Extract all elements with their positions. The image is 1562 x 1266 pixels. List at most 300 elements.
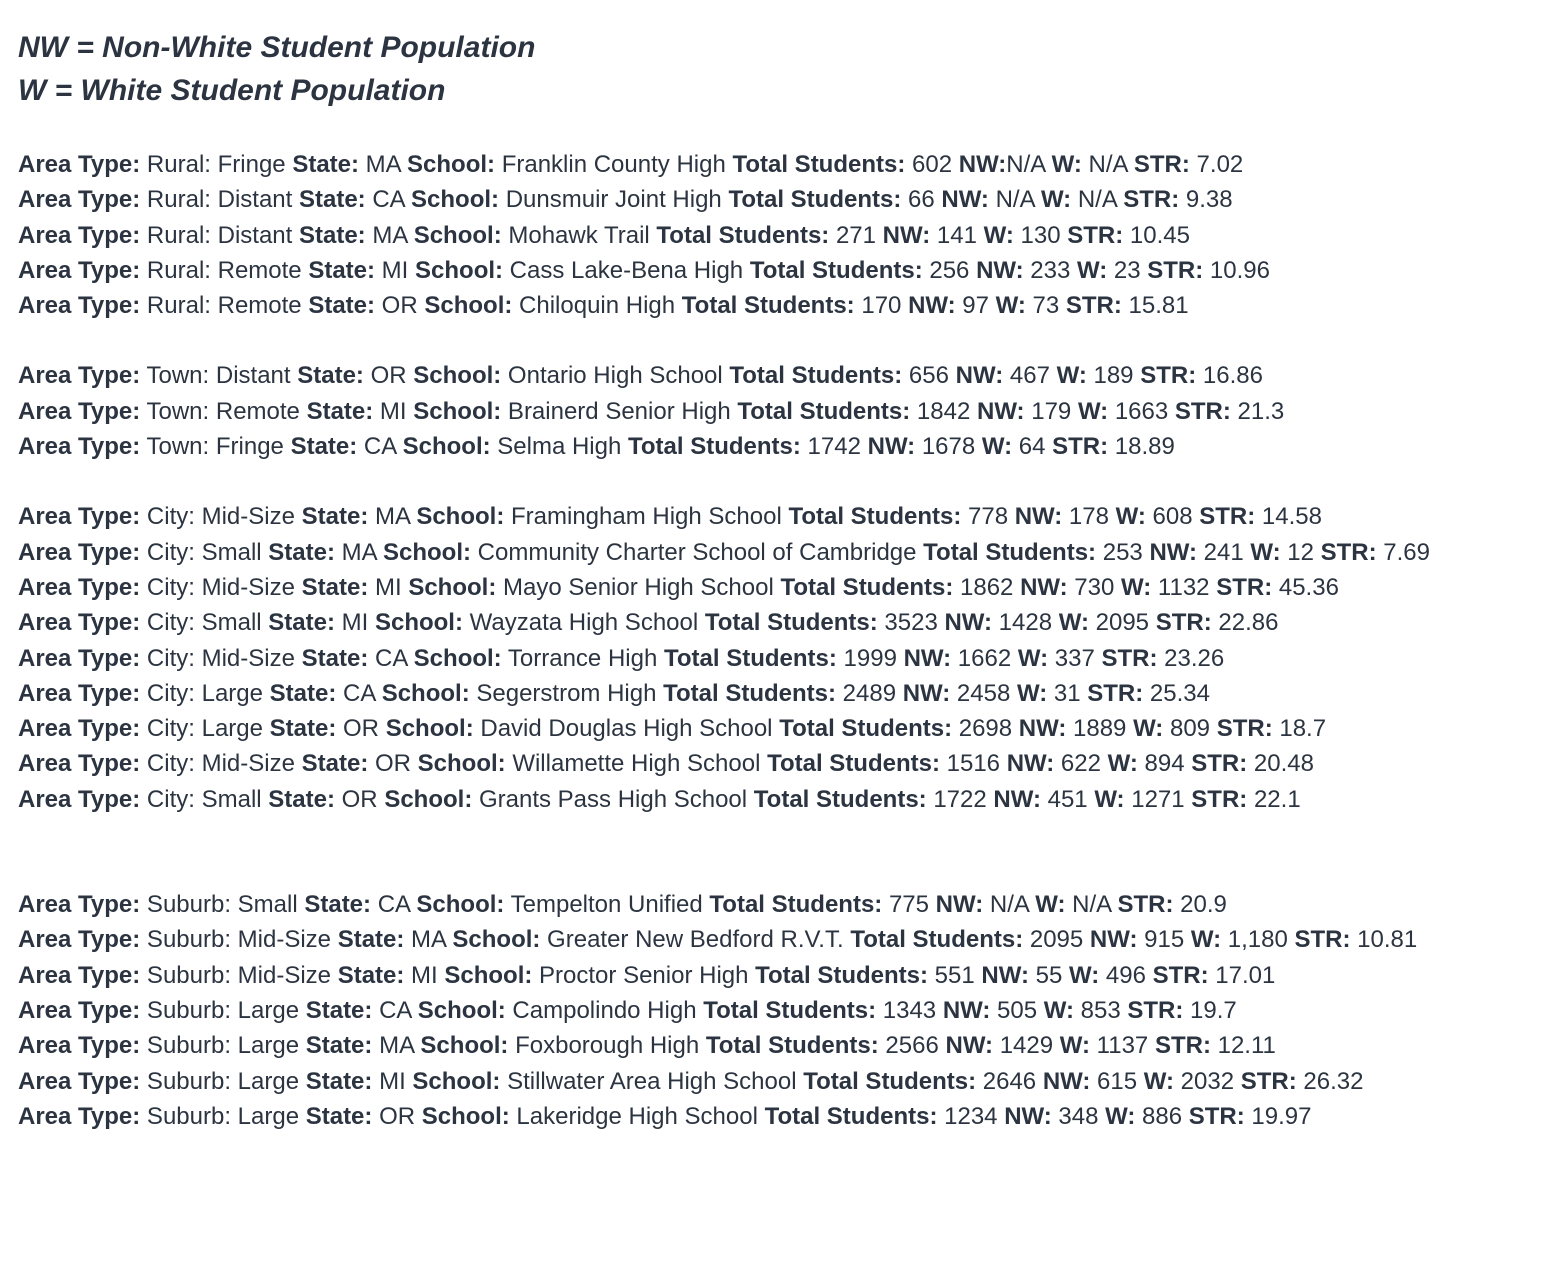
field-value: City: Large <box>140 679 270 707</box>
field-value: 2095 <box>1088 609 1156 637</box>
field-label: W: <box>1051 151 1082 178</box>
field-label: State: <box>308 292 376 320</box>
field-label: School: <box>382 538 471 566</box>
field-label: State: <box>298 221 366 249</box>
field-label: Area Type: <box>18 1032 141 1060</box>
field-value: 18.89 <box>1108 433 1175 461</box>
field-label: Area Type: <box>18 538 141 566</box>
field-value: Dunsmuir Joint High <box>499 186 729 214</box>
field-label: State: <box>306 397 374 425</box>
document-page <box>18 26 1548 1134</box>
field-label: Area Type: <box>18 715 141 743</box>
field-value: 256 <box>922 256 977 284</box>
field-value: Willamette High School <box>505 750 768 778</box>
field-value: Suburb: Large <box>140 1032 306 1060</box>
field-label: Total Students: <box>705 1032 879 1060</box>
school-record <box>18 641 1548 676</box>
field-value: 55 <box>1028 961 1069 989</box>
field-label: NW: <box>977 397 1025 425</box>
field-label: Total Students: <box>767 750 940 778</box>
record-group-rural <box>18 147 1548 323</box>
field-value: Framingham High School <box>504 503 789 531</box>
field-label: NW: <box>1006 750 1055 778</box>
field-value: 18.7 <box>1272 715 1327 743</box>
field-label: State: <box>301 573 369 601</box>
field-value: CA <box>357 433 403 461</box>
field-value: 271 <box>829 221 883 249</box>
field-value: OR <box>336 715 386 743</box>
school-record <box>18 147 1548 182</box>
field-label: State: <box>297 362 364 390</box>
field-value: Ontario High School <box>501 362 730 390</box>
field-value: OR <box>368 750 418 778</box>
field-label: Area Type: <box>18 644 141 672</box>
field-value: 505 <box>990 996 1044 1024</box>
field-value: 656 <box>902 362 956 390</box>
field-label: NW: <box>1149 538 1197 566</box>
school-record <box>18 605 1548 640</box>
field-value: 1137 <box>1089 1032 1155 1060</box>
field-value: Lakeridge High School <box>509 1102 765 1130</box>
field-value: 778 <box>961 503 1015 531</box>
field-value: MA <box>368 503 417 531</box>
field-value: OR <box>334 785 385 813</box>
field-label: NW: <box>941 186 989 214</box>
school-record <box>18 1028 1548 1063</box>
field-value: Suburb: Large <box>140 996 306 1024</box>
field-label: STR: <box>1216 715 1273 743</box>
field-label: STR: <box>1154 1032 1211 1060</box>
field-value: 809 <box>1163 715 1217 743</box>
field-label: NW: <box>993 785 1041 813</box>
field-label: NW: <box>976 256 1024 284</box>
field-value: 22.86 <box>1211 609 1279 637</box>
field-label: Total Students: <box>663 679 836 707</box>
field-value: 17.01 <box>1208 961 1276 989</box>
field-label: Total Students: <box>803 1067 977 1095</box>
field-label: W: <box>1250 538 1281 566</box>
field-value: Mohawk Trail <box>501 221 657 249</box>
field-label: State: <box>305 1067 373 1095</box>
field-value: 775 <box>882 891 936 919</box>
field-label: NW: <box>1014 503 1063 531</box>
field-value: Foxborough High <box>508 1032 706 1060</box>
field-label: STR: <box>1294 926 1351 954</box>
field-value: 1,180 <box>1221 926 1295 954</box>
school-record <box>18 429 1548 464</box>
field-value: Suburb: Small <box>140 891 305 919</box>
field-value: Rural: Distant <box>140 186 299 214</box>
field-label: W: <box>1094 785 1125 813</box>
field-label: Total Students: <box>728 186 902 214</box>
field-label: Area Type: <box>18 186 141 214</box>
field-value: 2566 <box>878 1032 946 1060</box>
field-value: Selma High <box>490 433 628 461</box>
field-value: 1999 <box>836 644 904 672</box>
field-label: NW: <box>902 679 951 707</box>
field-value: 2032 <box>1173 1067 1241 1095</box>
field-label: STR: <box>1140 362 1197 390</box>
field-value: 7.69 <box>1376 538 1431 566</box>
field-label: Area Type: <box>18 503 141 531</box>
field-label: W: <box>1077 256 1108 284</box>
field-label: State: <box>301 750 369 778</box>
field-value: Campolindo High <box>505 996 704 1024</box>
field-value: MI <box>404 961 445 989</box>
field-value: MI <box>372 1067 413 1095</box>
field-value: 1516 <box>939 750 1007 778</box>
field-value: City: Large <box>140 715 270 743</box>
field-value: MI <box>368 573 409 601</box>
field-label: School: <box>413 221 502 249</box>
field-label: W: <box>1043 996 1074 1024</box>
school-record <box>18 887 1548 922</box>
field-label: Area Type: <box>18 573 141 601</box>
field-value: Suburb: Large <box>140 1102 306 1130</box>
field-label: Area Type: <box>18 961 141 989</box>
field-label: School: <box>421 1102 510 1130</box>
field-label: NW: <box>944 609 993 637</box>
field-value: Mayo Senior High School <box>496 573 781 601</box>
field-label: NW: <box>955 362 1004 390</box>
field-value: 189 <box>1086 362 1141 390</box>
field-label: W: <box>1105 1102 1136 1130</box>
school-record <box>18 1099 1548 1134</box>
field-value: 23 <box>1107 256 1148 284</box>
school-record <box>18 922 1548 957</box>
field-value: 45.36 <box>1272 573 1339 601</box>
field-label: NW: <box>1020 573 1068 601</box>
field-label: NW: <box>942 996 991 1024</box>
field-value: 26.32 <box>1296 1067 1364 1095</box>
field-value: 3523 <box>877 609 945 637</box>
field-label: Total Students: <box>703 996 877 1024</box>
field-label: School: <box>420 1032 509 1060</box>
field-value: 2698 <box>952 715 1019 743</box>
field-label: W: <box>1040 186 1072 214</box>
school-record <box>18 570 1548 605</box>
school-record <box>18 711 1548 746</box>
record-group-city <box>18 499 1548 817</box>
field-value: 622 <box>1054 750 1108 778</box>
field-label: School: <box>384 785 473 813</box>
field-value: Cass Lake-Bena High <box>503 256 750 284</box>
field-value: MI <box>334 609 375 637</box>
field-label: School: <box>413 644 502 672</box>
field-value: 337 <box>1048 644 1102 672</box>
field-value: OR <box>372 1102 422 1130</box>
field-label: School: <box>385 715 474 743</box>
field-label: State: <box>290 433 358 461</box>
field-value: City: Mid-Size <box>140 750 302 778</box>
field-label: STR: <box>1147 256 1204 284</box>
field-value: City: Mid-Size <box>140 503 302 531</box>
field-label: Total Students: <box>732 151 906 178</box>
field-value: OR <box>363 362 414 390</box>
field-label: W: <box>1115 503 1146 531</box>
field-value: 608 <box>1145 503 1200 531</box>
school-record <box>18 253 1548 288</box>
field-value: 1343 <box>876 996 943 1024</box>
school-record <box>18 218 1548 253</box>
field-value: 1862 <box>953 573 1021 601</box>
field-label: W: <box>1017 679 1048 707</box>
field-label: NW: <box>908 292 956 320</box>
field-label: STR: <box>1240 1067 1297 1095</box>
field-value: 496 <box>1099 961 1153 989</box>
field-value: Rural: Distant <box>140 221 299 249</box>
field-value: 10.45 <box>1123 221 1190 249</box>
field-label: Total Students: <box>850 926 1024 954</box>
field-value: 22.1 <box>1247 785 1301 813</box>
field-value: 886 <box>1135 1102 1189 1130</box>
field-label: Area Type: <box>18 996 141 1024</box>
field-value: 14.58 <box>1255 503 1322 531</box>
field-value: N/A <box>988 186 1041 214</box>
field-label: School: <box>417 750 506 778</box>
field-value: Town: Remote <box>140 397 307 425</box>
field-value: Proctor Senior High <box>532 961 756 989</box>
field-value: N/A <box>1065 891 1118 919</box>
record-group-town <box>18 358 1548 464</box>
field-label: Total Students: <box>709 891 883 919</box>
field-label: State: <box>269 715 337 743</box>
field-value: Town: Fringe <box>140 433 291 461</box>
field-value: 15.81 <box>1121 292 1189 320</box>
field-value: 615 <box>1090 1067 1144 1095</box>
field-label: NW: <box>1004 1102 1052 1130</box>
field-label: STR: <box>1067 221 1124 249</box>
field-label: Total Students: <box>788 503 962 531</box>
field-label: STR: <box>1191 785 1248 813</box>
field-label: W: <box>981 433 1013 461</box>
field-label: W: <box>983 221 1014 249</box>
school-record <box>18 746 1548 781</box>
field-value: 1889 <box>1066 715 1134 743</box>
field-label: Total Students: <box>779 715 953 743</box>
field-value: Wayzata High School <box>462 609 705 637</box>
field-label: NW: <box>882 221 931 249</box>
field-value: 66 <box>901 186 942 214</box>
field-value: Rural: Remote <box>140 292 309 320</box>
field-value: 10.81 <box>1350 926 1418 954</box>
field-value: 241 <box>1196 538 1251 566</box>
field-value: 253 <box>1096 538 1150 566</box>
field-value: 20.9 <box>1173 891 1227 919</box>
school-record <box>18 676 1548 711</box>
field-value: 1722 <box>926 785 994 813</box>
field-label: Total Students: <box>704 609 878 637</box>
field-value: 31 <box>1047 679 1088 707</box>
field-label: Area Type: <box>18 891 141 919</box>
field-label: STR: <box>1052 433 1109 461</box>
field-value: MA <box>334 538 383 566</box>
school-record <box>18 958 1548 993</box>
field-value: MA <box>372 1032 421 1060</box>
field-label: State: <box>268 785 335 813</box>
field-label: Area Type: <box>18 785 141 813</box>
field-label: School: <box>408 573 497 601</box>
field-value: N/A <box>1071 186 1124 214</box>
field-label: School: <box>444 961 533 989</box>
field-label: STR: <box>1133 151 1190 178</box>
field-label: NW: <box>935 891 984 919</box>
field-value: Rural: Fringe <box>140 151 293 178</box>
field-value: Greater New Bedford R.V.T. <box>540 926 851 954</box>
field-value: 1842 <box>910 397 977 425</box>
field-label: State: <box>269 679 337 707</box>
field-label: School: <box>413 397 502 425</box>
field-label: NW: <box>1089 926 1138 954</box>
field-label: Area Type: <box>18 292 141 320</box>
field-value: Suburb: Large <box>140 1067 306 1095</box>
field-label: Area Type: <box>18 1102 141 1130</box>
field-label: W: <box>1143 1067 1174 1095</box>
field-value: 130 <box>1013 221 1068 249</box>
field-label: School: <box>411 186 500 214</box>
school-record <box>18 535 1548 570</box>
field-label: Area Type: <box>18 362 141 390</box>
field-label: Area Type: <box>18 679 141 707</box>
field-value: 1678 <box>915 433 982 461</box>
field-value: Franklin County High <box>495 151 733 178</box>
field-value: 64 <box>1012 433 1053 461</box>
field-value: 451 <box>1040 785 1095 813</box>
field-value: 179 <box>1024 397 1078 425</box>
field-value: Suburb: Mid-Size <box>140 961 338 989</box>
field-label: STR: <box>1065 292 1122 320</box>
school-record <box>18 993 1548 1028</box>
field-label: W: <box>1121 573 1152 601</box>
field-label: State: <box>308 256 376 284</box>
field-value: CA <box>371 891 417 919</box>
field-value: 2458 <box>950 679 1017 707</box>
field-value: CA <box>368 644 414 672</box>
field-value: 170 <box>854 292 909 320</box>
field-value: 2646 <box>976 1067 1043 1095</box>
field-value: 467 <box>1003 362 1057 390</box>
field-value: MA <box>359 151 408 178</box>
field-label: State: <box>304 891 372 919</box>
field-label: Total Students: <box>780 573 954 601</box>
field-value: 73 <box>1025 292 1066 320</box>
field-label: Area Type: <box>18 256 141 284</box>
field-label: W: <box>1107 750 1138 778</box>
field-label: W: <box>1058 609 1089 637</box>
legend-w-definition: W = White Student Population <box>18 74 446 107</box>
field-label: Total Students: <box>755 961 929 989</box>
field-label: School: <box>416 891 505 919</box>
field-label: School: <box>417 996 506 1024</box>
field-label: Total Students: <box>923 538 1097 566</box>
field-label: W: <box>1056 362 1087 390</box>
field-label: NW: <box>958 151 1007 178</box>
field-label: State: <box>268 609 335 637</box>
field-value: Segerstrom High <box>469 679 664 707</box>
field-label: NW: <box>867 433 916 461</box>
field-value: 2489 <box>835 679 903 707</box>
field-value: 16.86 <box>1196 362 1263 390</box>
field-label: STR: <box>1101 644 1158 672</box>
field-label: Total Students: <box>764 1102 938 1130</box>
field-label: Area Type: <box>18 397 141 425</box>
field-label: Total Students: <box>663 644 837 672</box>
field-label: W: <box>1077 397 1109 425</box>
field-value: 21.3 <box>1230 397 1285 425</box>
field-value: 25.34 <box>1143 679 1210 707</box>
field-value: City: Small <box>140 785 269 813</box>
field-label: School: <box>413 362 502 390</box>
field-label: NW: <box>945 1032 994 1060</box>
field-label: STR: <box>1199 503 1256 531</box>
field-value: 1662 <box>951 644 1018 672</box>
field-value: 1428 <box>992 609 1059 637</box>
school-record <box>18 499 1548 534</box>
field-value: Brainerd Senior High <box>501 397 738 425</box>
field-label: State: <box>305 1032 373 1060</box>
field-value: 19.7 <box>1183 996 1237 1024</box>
field-value: City: Mid-Size <box>140 644 302 672</box>
field-label: Total Students: <box>749 256 923 284</box>
field-label: Area Type: <box>18 926 141 954</box>
field-label: W: <box>1017 644 1049 672</box>
school-records <box>18 147 1548 1134</box>
field-value: 1663 <box>1108 397 1175 425</box>
field-label: School: <box>415 256 504 284</box>
field-value: Stillwater Area High School <box>500 1067 804 1095</box>
school-record <box>18 288 1548 323</box>
field-label: W: <box>995 292 1026 320</box>
field-value: 1132 <box>1151 573 1217 601</box>
field-value: 1429 <box>993 1032 1060 1060</box>
field-label: W: <box>1068 961 1100 989</box>
field-label: State: <box>305 1102 373 1130</box>
field-label: STR: <box>1152 961 1209 989</box>
school-record <box>18 1064 1548 1099</box>
field-label: State: <box>301 503 369 531</box>
field-value: MI <box>373 397 414 425</box>
field-label: STR: <box>1191 750 1248 778</box>
field-label: School: <box>407 151 496 178</box>
field-value: 97 <box>955 292 996 320</box>
field-value: 20.48 <box>1247 750 1314 778</box>
record-group-suburb <box>18 887 1548 1134</box>
field-label: STR: <box>1117 891 1174 919</box>
field-label: Area Type: <box>18 433 141 461</box>
field-label: School: <box>424 292 513 320</box>
field-label: State: <box>298 186 366 214</box>
field-label: School: <box>416 503 505 531</box>
field-value: Community Charter School of Cambridge <box>470 538 924 566</box>
field-label: School: <box>452 926 541 954</box>
field-value: 23.26 <box>1157 644 1225 672</box>
field-value: 7.02 <box>1189 151 1244 178</box>
field-value: 1271 <box>1124 785 1192 813</box>
field-label: W: <box>1035 891 1066 919</box>
field-label: STR: <box>1123 186 1180 214</box>
field-value: CA <box>372 996 418 1024</box>
field-value: Suburb: Mid-Size <box>140 926 338 954</box>
legend <box>18 26 1548 112</box>
field-value: David Douglas High School <box>473 715 780 743</box>
field-value: 602 <box>905 151 959 178</box>
field-value: 2095 <box>1023 926 1090 954</box>
field-value: 141 <box>930 221 984 249</box>
field-label: STR: <box>1188 1102 1245 1130</box>
field-label: NW: <box>981 961 1029 989</box>
field-label: W: <box>1133 715 1164 743</box>
field-value: 12 <box>1280 538 1321 566</box>
